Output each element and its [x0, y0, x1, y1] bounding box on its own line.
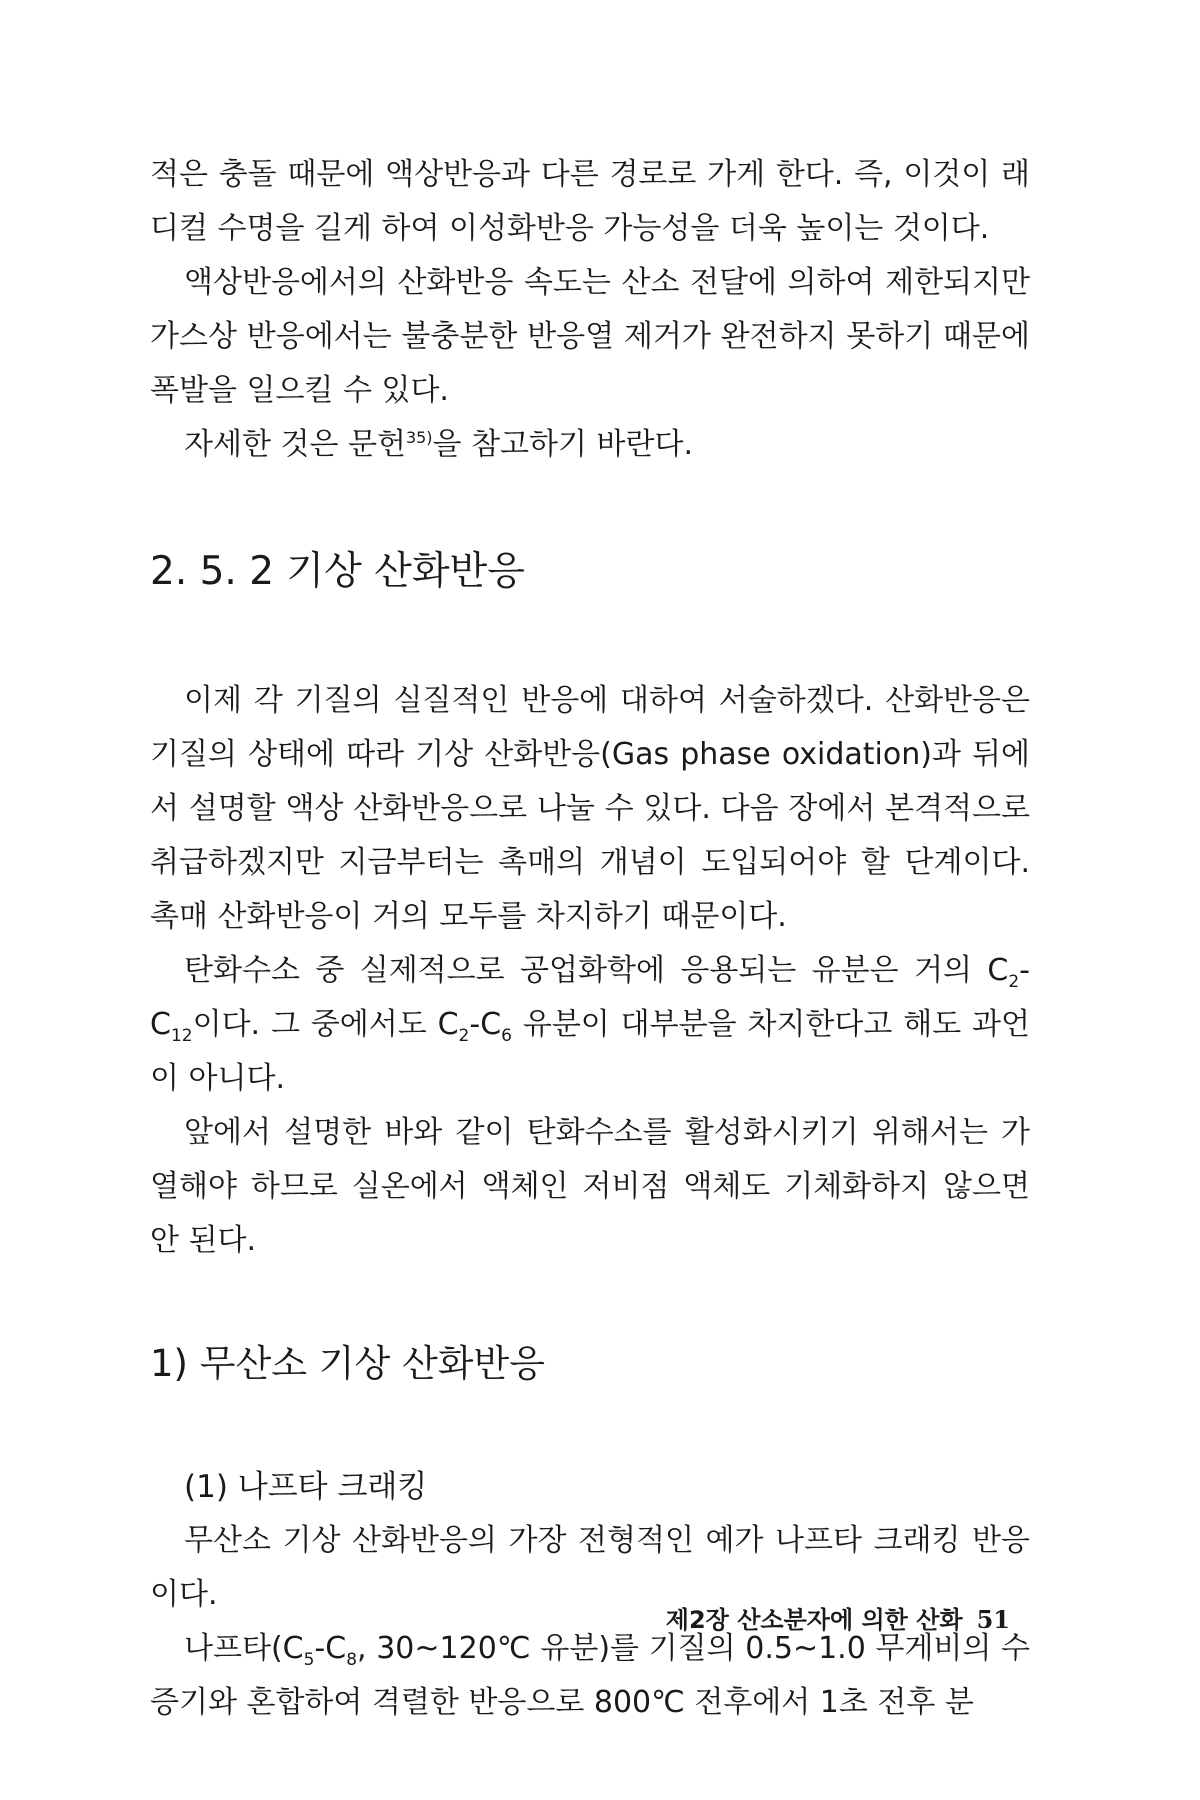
paragraph-heating: 앞에서 설명한 바와 같이 탄화수소를 활성화시키기 위해서는 가열해야 하므로 실온에서 액체인 저비점 액체도 기체화하지 않으면 안 된다.: [150, 1115, 1030, 1258]
subsubsection-heading: (1) 나프타 크래킹: [184, 1469, 428, 1505]
section-heading: 2. 5. 2 기상 산화반응: [150, 549, 525, 594]
hc-text-1: 탄화수소 중 실제적으로 공업화학에 응용되는 유분은 거의 C: [184, 953, 1009, 988]
paragraph-reference: [150, 418, 1030, 472]
naphtha-sub-1: 5: [303, 1650, 315, 1670]
hc-sub-4: 6: [501, 1026, 512, 1046]
hc-sub-1: 2: [1008, 972, 1020, 992]
hc-text-3: 이다. 그 중에서도 C: [192, 1007, 459, 1042]
page-body: [150, 148, 1030, 1730]
paragraph-hydrocarbon: [150, 944, 1030, 1106]
hc-sub-2: 12: [170, 1026, 193, 1046]
hc-text-4: -C: [469, 1007, 502, 1042]
hc-sub-3: 2: [458, 1026, 470, 1046]
hc-text-5: 유분이 대부분을 차지한다고 해도 과언이 아니다.: [150, 1007, 1030, 1096]
running-chapter-title: 제2장 산소분자에 의한 산화: [665, 1606, 963, 1634]
paragraph-oxidation-rate: 액상반응에서의 산화반응 속도는 산소 전달에 의하여 제한되지만 가스상 반응에서는 불충분한 반응열 제거가 완전하지 못하기 때문에 폭발을 일으킬 수 있다.: [150, 265, 1030, 408]
paragraph-naphtha-intro: 무산소 기상 산화반응의 가장 전형적인 예가 나프타 크래킹 반응이다.: [150, 1523, 1030, 1612]
reference-text-before: 자세한 것은 문헌: [184, 427, 406, 462]
paragraph-continuation: 적은 충돌 때문에 액상반응과 다른 경로로 가게 한다. 즉, 이것이 래디컬 수명을 길게 하여 이성화반응 가능성을 더욱 높이는 것이다.: [150, 157, 1030, 246]
reference-text-after: 을 참고하기 바란다.: [432, 427, 693, 462]
hc-text-2: -C: [150, 953, 1030, 1042]
subsection-heading: 1) 무산소 기상 산화반응: [150, 1342, 545, 1385]
page-footer: [666, 1600, 1010, 1635]
naphtha-text-3: , 30~120℃ 유분)를 기질의 0.5~1.0 무게비의 수증기와 혼합하여 격렬한 반응으로 800℃ 전후에서 1초 전후 분: [150, 1631, 1030, 1720]
page-number: 51: [976, 1605, 1010, 1634]
naphtha-text-1: 나프타(C: [184, 1631, 304, 1666]
reference-citation: 35): [405, 428, 433, 447]
paragraph-gas-phase: 이제 각 기질의 실질적인 반응에 대하여 서술하겠다. 산화반응은 기질의 상태에 따라 기상 산화반응(Gas phase oxidation)과 뒤에서 설명할 액상 산화반응으로 나눌 수 있다. 다음 장에서 본격적으로 취급하겠지만 지금부터는 촉매의 개념이 도입되어야 할 단계이다. 촉매 산화반응이 거의 모두를 차지하기 때문이다.: [150, 683, 1030, 934]
paragraph-naphtha: [150, 1622, 1030, 1730]
naphtha-text-2: -C: [314, 1631, 347, 1666]
naphtha-sub-2: 8: [346, 1650, 358, 1670]
